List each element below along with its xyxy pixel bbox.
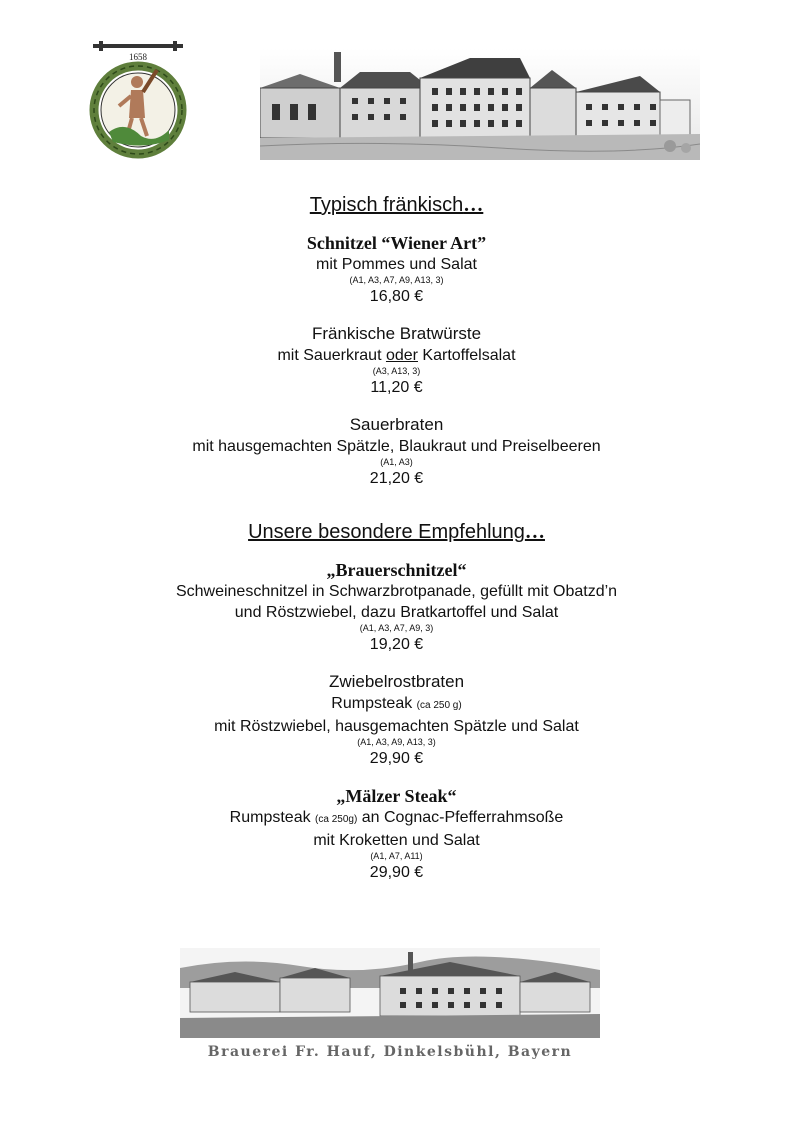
description-part: Rumpsteak (331, 695, 417, 712)
description-part: Kartoffelsalat (417, 347, 516, 364)
menu-item-title: Sauerbraten (349, 415, 444, 434)
menu-item-title: „Mälzer Steak“ (336, 786, 457, 806)
menu-item-bratwuerste (0, 323, 793, 398)
description-part: mit Sauerkraut (277, 347, 386, 364)
menu-item-allergens: (A1, A3) (380, 457, 413, 467)
menu-item-allergens: (A1, A3, A9, A13, 3) (357, 737, 436, 747)
section-title-empfehlung (0, 519, 793, 545)
menu-item-description: und Röstzwiebel, dazu Bratkartoffel und Salat (234, 604, 559, 621)
description-part: an Cognac-Pfefferrahmsoße (357, 809, 564, 826)
section-title-text: Typisch fränkisch (309, 194, 464, 216)
menu-item-title: „Brauerschnitzel“ (326, 560, 467, 580)
section-title-dots: … (463, 194, 484, 216)
menu-item-description: mit Röstzwiebel, hausgemachten Spätzle und Salat (214, 718, 579, 735)
menu-item-price: 11,20 € (370, 379, 423, 396)
menu-item-schnitzel-wiener-art (0, 232, 793, 307)
menu-item-allergens: (A1, A3, A7, A9, 3) (359, 623, 434, 633)
menu-item-title: Schnitzel “Wiener Art” (306, 233, 487, 253)
menu-item-description (0, 345, 793, 366)
menu-item-price: 21,20 € (369, 470, 424, 487)
menu-item-description: mit Pommes und Salat (316, 256, 477, 273)
menu-content (0, 192, 793, 899)
menu-item-allergens: (A3, A13, 3) (372, 366, 421, 376)
menu-item-description: Schweineschnitzel in Schwarzbrotpanade, gefüllt mit Obatzd’n (175, 583, 618, 600)
section-title-typisch (0, 192, 793, 218)
description-underlined: oder (385, 347, 418, 364)
menu-item-allergens: (A1, A7, A11) (370, 851, 423, 861)
menu-item-title: Fränkische Bratwürste (311, 324, 482, 343)
coat-of-arms-icon (85, 40, 191, 160)
menu-item-price: 16,80 € (369, 288, 424, 305)
section-title-dots: … (524, 521, 545, 543)
brewery-building-illustration (260, 48, 700, 160)
menu-item-description: mit hausgemachten Spätzle, Blaukraut und Preiselbeeren (192, 438, 601, 455)
menu-item-zwiebelrostbraten (0, 671, 793, 769)
menu-item-allergens: (A1, A3, A7, A9, A13, 3) (349, 275, 444, 285)
crest-year: 1658 (129, 52, 147, 62)
menu-item-title: Zwiebelrostbraten (328, 672, 465, 691)
description-part: Rumpsteak (229, 809, 316, 826)
menu-item-price: 19,20 € (369, 636, 424, 653)
page-header (0, 40, 793, 160)
brewery-panorama-illustration (180, 948, 600, 1068)
footer-caption: Brauerei Fr. Hauf, Dinkelsbühl, Bayern (207, 1044, 573, 1060)
weight-note: (ca 250g) (315, 814, 358, 825)
menu-item-price: 29,90 € (369, 750, 424, 767)
menu-item-description: mit Kroketten und Salat (313, 832, 480, 849)
menu-item-cut (0, 807, 793, 830)
menu-item-sauerbraten (0, 414, 793, 489)
menu-item-price: 29,90 € (369, 864, 424, 881)
menu-item-cut (0, 693, 793, 716)
weight-note: (ca 250 g) (416, 700, 462, 711)
section-title-text: Unsere besondere Empfehlung (248, 521, 525, 543)
menu-item-maelzer-steak (0, 785, 793, 883)
menu-item-brauerschnitzel (0, 559, 793, 655)
